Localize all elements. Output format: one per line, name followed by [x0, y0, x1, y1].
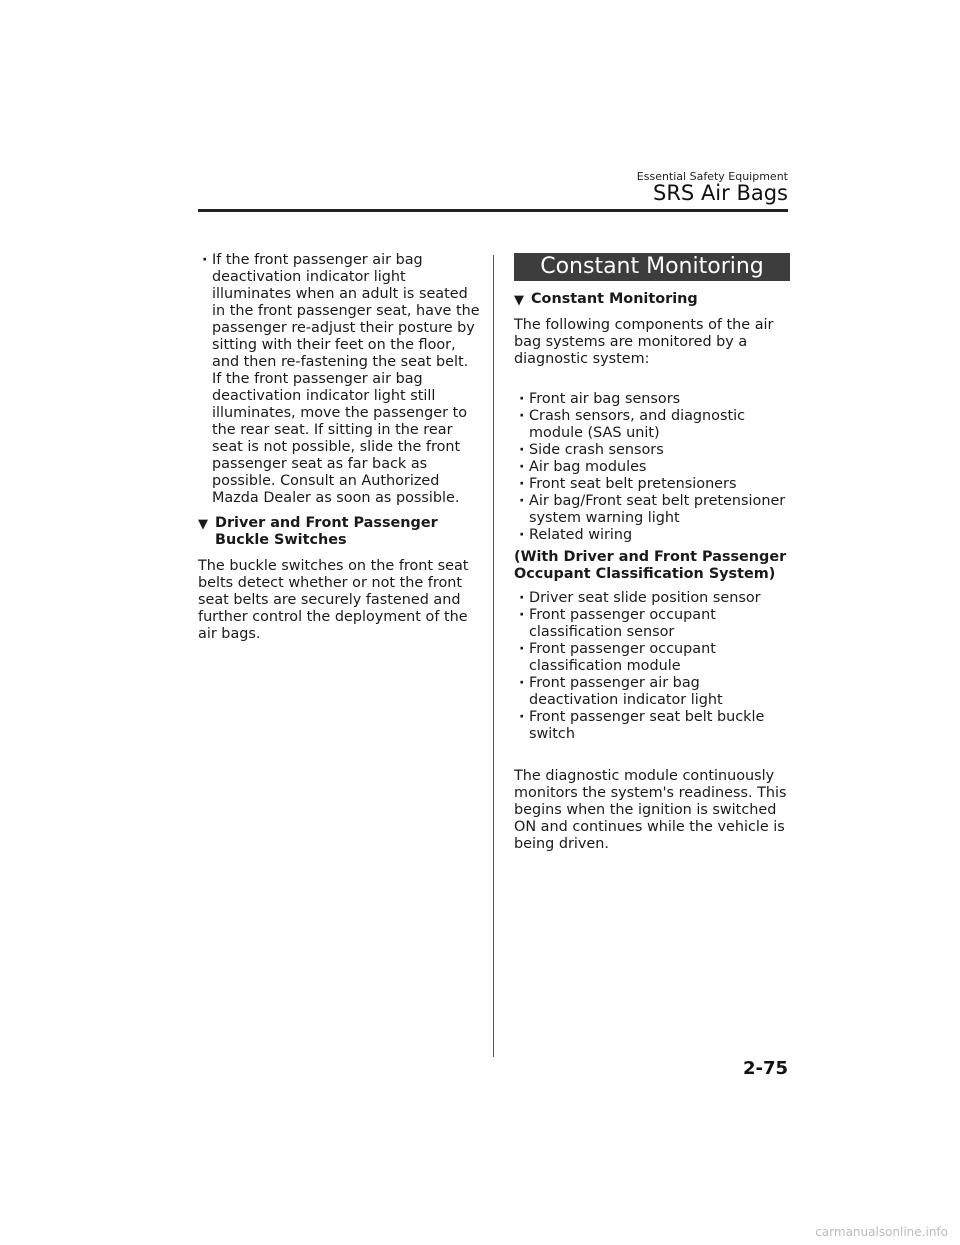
- list-item: · Crash sensors, and diagnostic module (SAS unit): [515, 408, 790, 442]
- list-item: · Related wiring: [515, 527, 790, 544]
- ocs-component-list: [514, 590, 790, 743]
- section-label: Essential Safety Equipment: [636, 170, 788, 183]
- closing-paragraph: The diagnostic module continuously monitors the system's readiness. This begins when the ignition is switched ON and continues while the vehicle is being driven.: [514, 768, 787, 852]
- section-banner: Constant Monitoring: [514, 253, 790, 281]
- page-number: 2-75: [742, 1058, 788, 1079]
- list-item: · Front passenger air bag deactivation indicator light: [515, 675, 790, 709]
- triangle-down-icon: ▼: [198, 517, 208, 532]
- header-rule: [198, 209, 788, 212]
- list-item: · If the front passenger air bag deactivation indicator light illuminates when an adult is seated in the front passenger seat, have the passenger re-adjust their posture by sitting with their feet on the floor, and then re-fastening the seat belt. If the front passenger air bag deactivation indicator light still illuminates, move the passenger to the rear seat. If sitting in the rear seat is not possible, slide the front passenger seat as far back as possible. Consult an Authorized Mazda Dealer as soon as possible.: [198, 252, 480, 507]
- paragraph: The buckle switches on the front seat belts detect whether or not the front seat belts are securely fastened and further control the deployment of the air bags.: [198, 558, 469, 642]
- list-item: · Driver seat slide position sensor: [515, 590, 790, 607]
- list-item: · Front air bag sensors: [515, 391, 790, 408]
- subheading-text: Constant Monitoring: [531, 291, 698, 307]
- page-title: SRS Air Bags: [653, 181, 788, 205]
- list-item: · Front passenger occupant classification module: [515, 641, 790, 675]
- list-item: · Air bag modules: [515, 459, 790, 476]
- component-list: [514, 391, 790, 544]
- subheading-buckle-switches: [198, 515, 480, 549]
- ocs-heading: (With Driver and Front Passenger Occupant Classification System): [514, 549, 787, 582]
- list-item: · Front seat belt pretensioners: [515, 476, 790, 493]
- list-item: · Front passenger occupant classification sensor: [515, 607, 790, 641]
- subheading-constant-monitoring: [514, 291, 790, 308]
- list-item: · Front passenger seat belt buckle switch: [515, 709, 790, 743]
- left-column: [198, 252, 480, 643]
- intro-paragraph: The following components of the air bag systems are monitored by a diagnostic system:: [514, 317, 774, 367]
- column-divider: [493, 255, 494, 1057]
- right-column: [514, 253, 790, 853]
- list-item: · Air bag/Front seat belt pretensioner system warning light: [515, 493, 790, 527]
- list-item: · Side crash sensors: [515, 442, 790, 459]
- watermark: carmanualsonline.info: [815, 1225, 948, 1239]
- subheading-text: Driver and Front Passenger Buckle Switches: [215, 515, 438, 548]
- triangle-down-icon: ▼: [514, 293, 524, 308]
